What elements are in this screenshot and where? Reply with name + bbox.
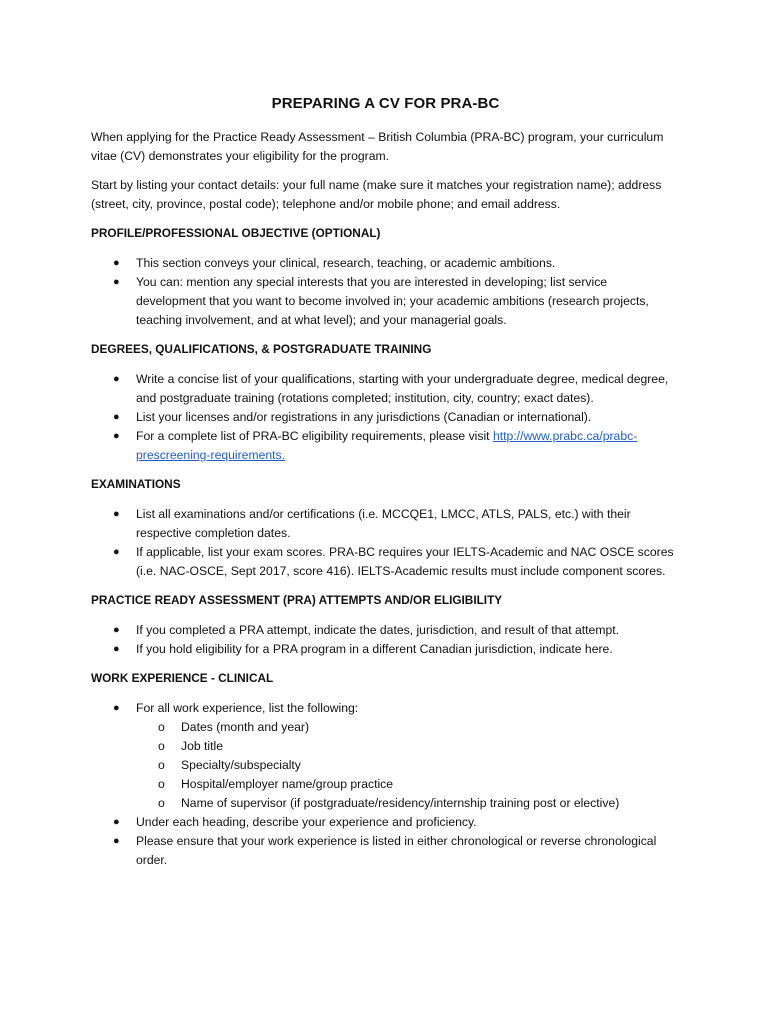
list-item-text: This section conveys your clinical, research, teaching, or academic ambitions. [136, 256, 556, 270]
list-item-text: For all work experience, list the following: [136, 701, 359, 715]
sub-list-item-text: Hospital/employer name/group practice [181, 777, 394, 791]
list-item [91, 273, 680, 330]
circle-bullet-icon: o [158, 777, 165, 791]
circle-bullet-icon: o [158, 739, 165, 753]
bullet-icon: ● [113, 430, 120, 442]
list-item [91, 427, 680, 465]
list-item-text: If you completed a PRA attempt, indicate the dates, jurisdiction, and result of that attempt. [136, 623, 620, 637]
bullet-icon: ● [113, 508, 120, 520]
list-item-text: If applicable, list your exam scores. PRA-BC requires your IELTS-Academic and NAC OSCE scores (i.e. NAC-OSCE, Sept 2017, score 416). IELTS-Academic results must include component scores. [136, 545, 674, 578]
bullet-icon: ● [113, 373, 120, 385]
sub-list-item-text: Specialty/subspecialty [181, 758, 301, 772]
list-item-text: List all examinations and/or certifications (i.e. MCCQE1, LMCC, ATLS, PALS, etc.) with their respective completion dates. [136, 507, 631, 540]
circle-bullet-icon: o [158, 796, 165, 810]
bullet-icon: ● [113, 546, 120, 558]
section-heading-work-experience: WORK EXPERIENCE - CLINICAL [91, 671, 274, 685]
sub-list-item [136, 794, 680, 813]
contact-details-paragraph: Start by listing your contact details: your full name (make sure it matches your registration name); address (street, city, province, postal code); telephone and/or mobile phone; and email address. [91, 178, 662, 211]
list-item [91, 832, 680, 870]
list-item [91, 370, 680, 408]
list-item [91, 254, 680, 273]
section-heading-pra: PRACTICE READY ASSESSMENT (PRA) ATTEMPTS AND/OR ELIGIBILITY [91, 593, 503, 607]
list-item [91, 640, 680, 659]
bullet-icon: ● [113, 702, 120, 714]
bullet-icon: ● [113, 643, 120, 655]
list-item [91, 408, 680, 427]
bullet-icon: ● [113, 835, 120, 847]
section-heading-degrees: DEGREES, QUALIFICATIONS, & POSTGRADUATE TRAINING [91, 342, 432, 356]
profile-list [91, 254, 680, 330]
list-item [91, 621, 680, 640]
examinations-list [91, 505, 680, 581]
sub-list-item [136, 718, 680, 737]
sub-list-item [136, 756, 680, 775]
document-title: PREPARING A CV FOR PRA-BC [271, 95, 500, 112]
circle-bullet-icon: o [158, 720, 165, 734]
circle-bullet-icon: o [158, 758, 165, 772]
section-heading-examinations: EXAMINATIONS [91, 477, 181, 491]
list-item-text: Under each heading, describe your experience and proficiency. [136, 815, 477, 829]
pra-list [91, 621, 680, 659]
section-heading-profile: PROFILE/PROFESSIONAL OBJECTIVE (OPTIONAL) [91, 226, 381, 240]
sub-list-item-text: Dates (month and year) [181, 720, 310, 734]
list-item [91, 543, 680, 581]
sub-list-item-text: Name of supervisor (if postgraduate/residency/internship training post or elective) [181, 796, 620, 810]
sub-list-item-text: Job title [181, 739, 224, 753]
list-item-text: For a complete list of PRA-BC eligibility requirements, please visit [136, 429, 493, 443]
bullet-icon: ● [113, 276, 120, 288]
work-experience-list [91, 699, 680, 870]
bullet-icon: ● [113, 411, 120, 423]
prescreening-requirements-link[interactable]: http://www.prabc.ca/prabc-prescreening-requirements. [136, 429, 638, 462]
list-item-text: If you hold eligibility for a PRA program in a different Canadian jurisdiction, indicate here. [136, 642, 613, 656]
bullet-icon: ● [113, 816, 120, 828]
list-item-text: Please ensure that your work experience is listed in either chronological or reverse chronological order. [136, 834, 657, 867]
list-item [91, 699, 680, 813]
bullet-icon: ● [113, 624, 120, 636]
list-item-text: Write a concise list of your qualifications, starting with your undergraduate degree, medical degree, and postgraduate training (rotations completed; institution, city, country; exact dates). [136, 372, 669, 405]
intro-paragraph: When applying for the Practice Ready Assessment – British Columbia (PRA-BC) program, your curriculum vitae (CV) demonstrates your eligibility for the program. [91, 130, 664, 163]
degrees-list [91, 370, 680, 465]
bullet-icon: ● [113, 257, 120, 269]
list-item-text: You can: mention any special interests that you are interested in developing; list service development that you want to become involved in; your academic ambitions (research projects, teaching involvement, and at what level); and your managerial goals. [136, 275, 649, 327]
list-item [91, 505, 680, 543]
sub-list-item [136, 737, 680, 756]
sub-list-item [136, 775, 680, 794]
list-item [91, 813, 680, 832]
list-item-text: List your licenses and/or registrations in any jurisdictions (Canadian or international). [136, 410, 592, 424]
work-experience-sublist [136, 718, 680, 813]
